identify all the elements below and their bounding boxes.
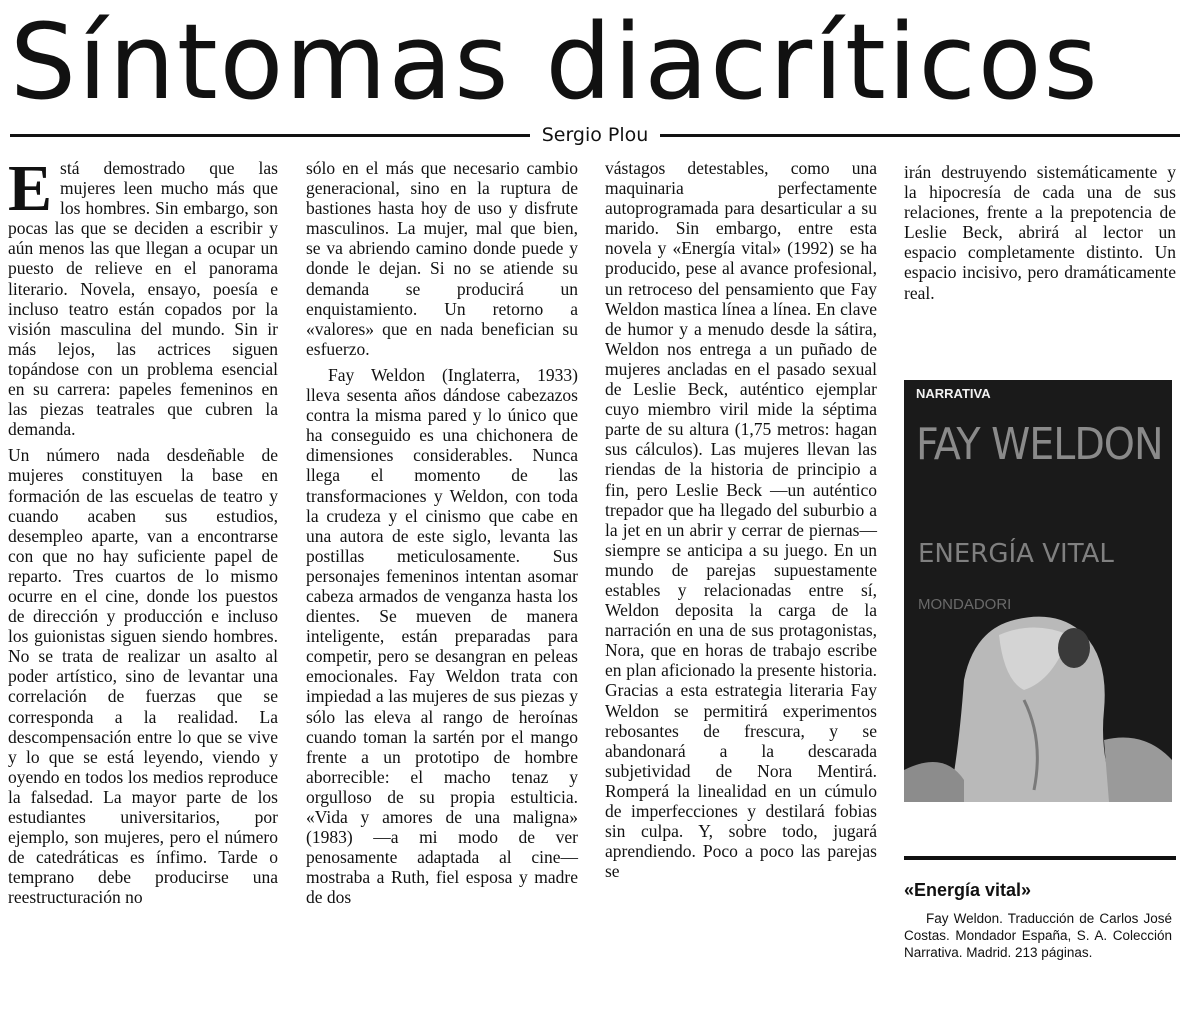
cover-book-title: ENERGÍA VITAL <box>918 539 1114 569</box>
reference-details: Fay Weldon. Traducción de Carlos José Costas. Mondador España, S. A. Colección Narrativa. Madrid. 213 páginas. <box>904 911 1172 960</box>
paragraph <box>8 152 278 440</box>
reference-book-title: «Energía vital» <box>904 880 1032 900</box>
byline-author: Sergio Plou <box>541 124 649 146</box>
paragraph-text: stá demostrado que las mujeres leen mucho más que los hombres. Sin embargo, son pocas las que se deciden a escribir y aún menos las que llegan a ocupar un puesto de relieve en el panorama literario. Novela, ensayo, poesía e incluso teatro están copados por la visión masculina del mundo. Sin ir más lejos, las actrices siguen topándose con un problema esencial en su carrera: papeles femeninos en las piezas teatrales que cubren la demanda. <box>8 158 278 440</box>
cover-series-label: NARRATIVA <box>916 386 991 401</box>
article-column-2 <box>306 158 578 907</box>
book-cover-image <box>904 380 1172 802</box>
reference-rule <box>904 856 1176 860</box>
paragraph: Un número nada desdeñable de mujeres constituyen la base en formación de las escuelas de teatro y cuando acaben sus estudios, desempleo aparte, van a encontrarse con que no hay suficiente papel de reparto. Tres cuartos de lo mismo ocurre en el cine, donde los puestos de dirección y producción e incluso los guionistas siguen siendo hombres. No se trata de realizar un asalto al poder artístico, sino de levantar una correlación de fuerzas que se corresponda a la realidad. La descompensación entre lo que se vive y lo que se está leyendo, viendo y oyendo en todos los medios reproduce la falsedad. La mayor parte de los estudiantes universitarios, por ejemplo, son mujeres, pero el número de catedráticas es ínfimo. Tarde o temprano debe producirse una reestructuración no <box>8 445 278 908</box>
paragraph: Fay Weldon (Inglaterra, 1933) lleva sesenta años dándose cabezazos contra la misma pared y lo único que ha conseguido es una chichonera de dimensiones considerables. Nunca llega el momento de las transformaciones y Weldon, con toda la crudeza y el cinismo que cabe en una autora de este siglo, levanta las postillas meticulosamente. Sus personajes femeninos intentan asomar cabeza armados de venganza hasta los dientes. Se mueven de manera inteligente, están preparadas para competir, pero se desangran en peleas emocionales. Fay Weldon trata con impiedad a las mujeres de sus piezas y sólo las eleva al rango de heroínas cuando toman la sartén por el mango frente a un prototipo de hombre aborrecible: el macho tenaz y orgulloso de su propia estulticia. «Vida y amores de una maligna» (1983) —a mi modo de ver penosamente adaptada al cine— mostraba a Ruth, fiel esposa y madre de dos <box>306 364 578 908</box>
drop-cap: E <box>8 152 53 225</box>
article-column-3 <box>605 158 877 881</box>
article-column-4 <box>904 162 1176 303</box>
byline-rule-left <box>10 134 530 137</box>
cover-publisher: MONDADORI <box>918 596 1012 613</box>
paragraph: sólo en el más que necesario cambio generacional, sino en la ruptura de bastiones hasta hoy de uso y disfrute masculinos. La mujer, mal que bien, se va abriendo camino donde puede y donde le dejan. Si no se atiende su demanda se producirá un enquistamiento. Un retorno a «valores» que en nada benefician su esfuerzo. <box>306 158 578 359</box>
byline-rule-right <box>660 134 1180 137</box>
paragraph: vástagos detestables, como una maquinaria perfectamente autoprogramada para desarticular a su marido. Sin embargo, entre esta novela y «Energía vital» (1992) se ha producido, pese al avance profesional, un retroceso del pensamiento que Fay Weldon mastica línea a línea. En clave de humor y a menudo desde la sátira, Weldon nos entrega a un puñado de mujeres ancladas en el pasado sexual de Leslie Beck, auténtico ejemplar cuyo miembro viril mide la séptima parte de su altura (1,75 metros: hagan sus cálculos). Las mujeres llevan las riendas de la historia de principio a fin, pero Leslie Beck —un auténtico trepador que ha llegado del suburbio a la jet en un abrir y cerrar de piernas— siempre se anticipa a su juego. En un mundo de parejas supuestamente estables y relacionadas entre sí, Weldon deposita la carga de la narración en una de sus protagonistas, Nora, que en horas de trabajo escribe en plan aficionado la presente historia. Gracias a esta estrategia literaria Fay Weldon se permitirá experimentos rebosantes de frescura, y se abandonará a la descarada subjetividad de Nora Mentirá. Romperá la linealidad en un cúmulo de imperfecciones y destilará fobias sin culpa. Y, sobre todo, jugará aprendiendo. Poco a poco las parejas se <box>605 158 877 882</box>
cover-author-name: FAY WELDON <box>916 419 1163 470</box>
article-column-1 <box>8 152 278 908</box>
article-title: Síntomas diacríticos <box>10 1 1100 123</box>
paragraph: irán destruyendo sistemáticamente y la hipocresía de cada una de sus relaciones, frente a la prepotencia de Leslie Beck, abrirá al lector un espacio completamente distinto. Un espacio incisivo, pero dramáticamente real. <box>904 162 1176 303</box>
byline-row <box>10 122 1180 148</box>
